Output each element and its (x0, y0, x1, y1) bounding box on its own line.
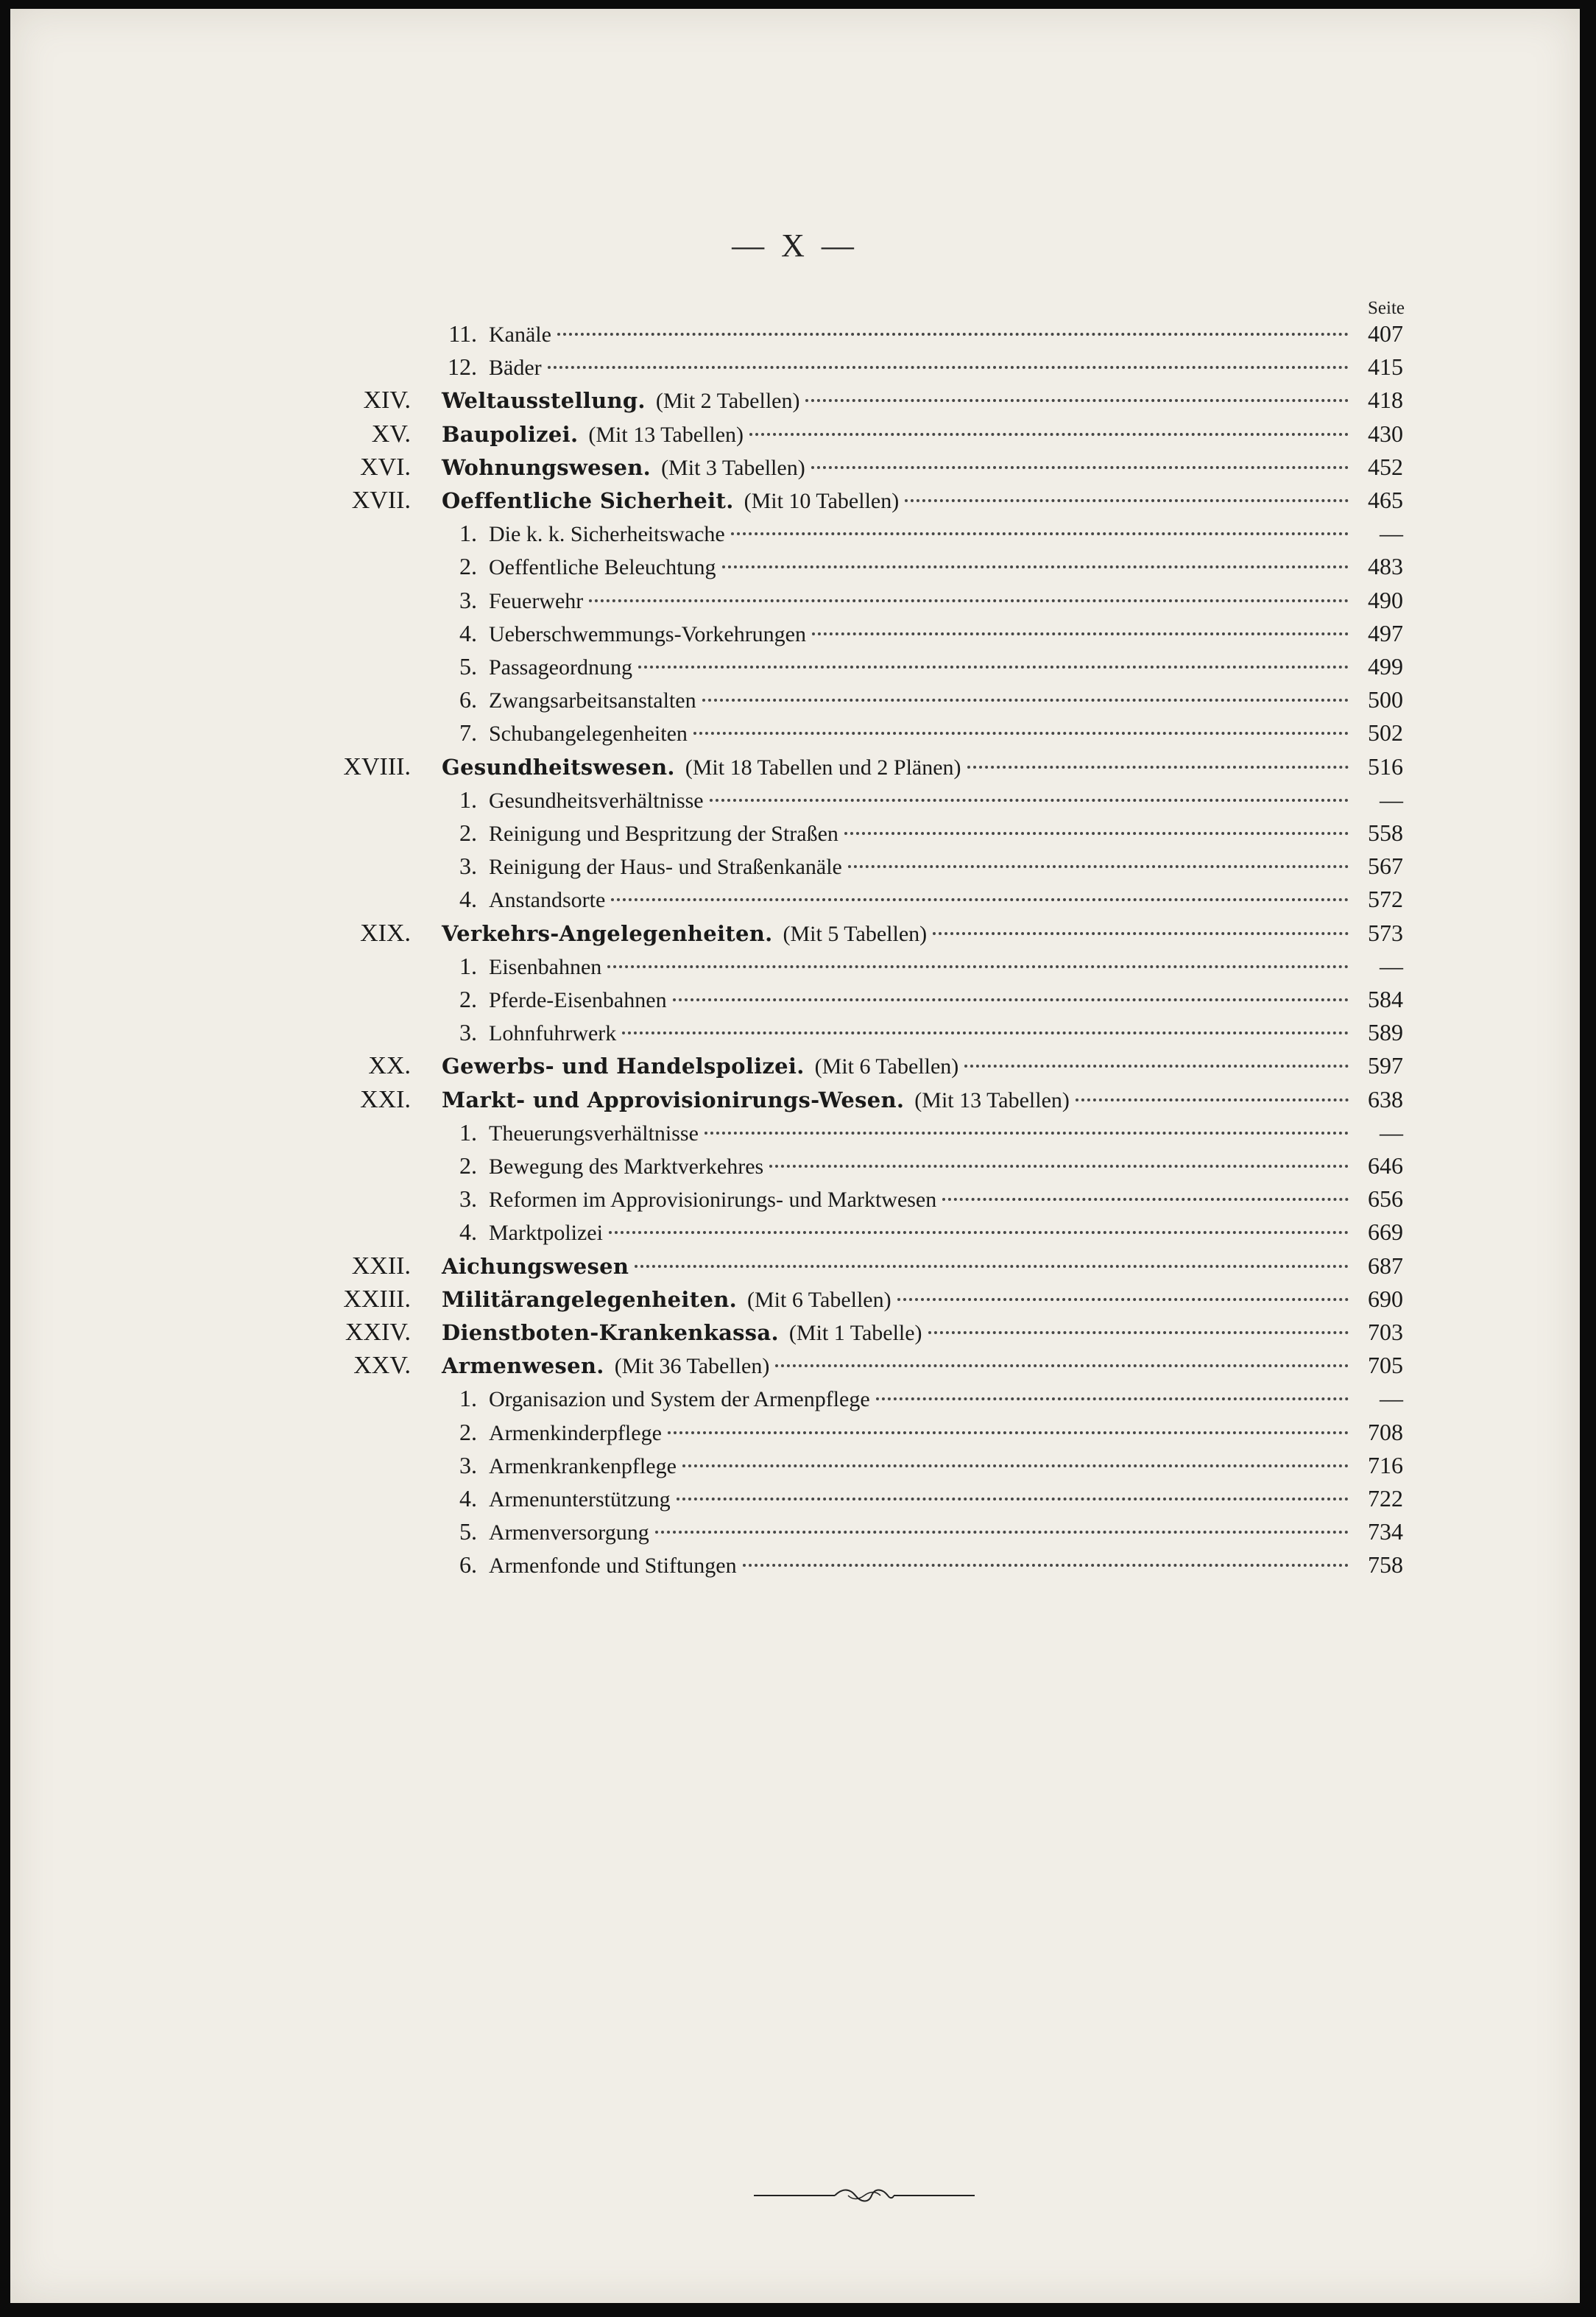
toc-entry-line (489, 1019, 1403, 1046)
toc-entry (10, 1152, 1580, 1185)
toc-entry-number: 3. (459, 853, 477, 880)
toc-entry-number: XVI. (360, 453, 411, 481)
dot-leader (811, 466, 1349, 469)
dot-leader (609, 1231, 1349, 1234)
toc-entry (10, 953, 1580, 986)
dot-leader (548, 366, 1349, 369)
dot-leader (933, 932, 1349, 935)
toc-entry-line (442, 1352, 1403, 1379)
toc-entry-title: Markt- und Approvisionirungs-Wesen. (442, 1087, 905, 1112)
toc-entry-page: 716 (1368, 1451, 1403, 1478)
dot-leader (557, 333, 1349, 336)
toc-entry (10, 1052, 1580, 1085)
toc-entry-line (489, 587, 1403, 614)
dot-leader (702, 699, 1349, 702)
toc-entry-number: 4. (459, 1219, 477, 1246)
toc-entry-number: 6. (459, 686, 477, 713)
toc-entry-title: Lohnfuhrwerk (489, 1021, 617, 1046)
toc-entry-page: 597 (1368, 1052, 1403, 1079)
dot-leader (749, 433, 1349, 436)
toc-entry-number: 2. (459, 1418, 477, 1445)
toc-entry-page: 705 (1368, 1352, 1403, 1379)
dot-leader (775, 1364, 1349, 1367)
toc-entry-number: 3. (459, 586, 477, 613)
toc-entry-line (489, 320, 1403, 348)
dot-leader (848, 865, 1349, 868)
toc-entry-number: 1. (459, 1118, 477, 1146)
toc-entry-note: (Mit 36 Tabellen) (614, 1354, 770, 1379)
toc-entry (10, 1119, 1580, 1152)
toc-entry (10, 1219, 1580, 1252)
toc-entry-number: 1. (459, 786, 477, 813)
toc-entry (10, 1286, 1580, 1319)
dot-leader (905, 499, 1349, 502)
toc-entry (10, 686, 1580, 719)
dot-leader (622, 1031, 1349, 1034)
toc-entry-title: Ueberschwemmungs-Vorkehrungen (489, 621, 807, 646)
toc-entry-number: 2. (459, 553, 477, 580)
toc-entry-title: Reinigung und Bespritzung der Straßen (489, 822, 838, 846)
toc-entry-title: Militärangelegenheiten. (442, 1286, 737, 1312)
toc-entry-number: 3. (459, 1185, 477, 1213)
toc-entry-line (489, 786, 1403, 814)
toc-entry-title: Oeffentliche Sicherheit. (442, 488, 734, 513)
toc-entry (10, 1419, 1580, 1452)
toc-entry-line (442, 1086, 1403, 1113)
toc-entry-title: Zwangsarbeitsanstalten (489, 688, 696, 713)
page-column-label: Seite (1368, 298, 1405, 318)
toc-entry-line (489, 686, 1403, 713)
toc-entry-title: Bewegung des Marktverkehres (489, 1154, 764, 1179)
toc-entry (10, 553, 1580, 586)
dot-leader (876, 1397, 1349, 1400)
toc-entry-line (489, 353, 1403, 381)
dot-leader (677, 1498, 1349, 1500)
toc-entry-title: Reinigung der Haus- und Straßenkanäle (489, 855, 842, 880)
toc-entry-title: Gesundheitsverhältnisse (489, 788, 704, 813)
toc-entry-line (442, 454, 1403, 481)
toc-entry-title: Armenunterstützung (489, 1487, 671, 1512)
toc-entry (10, 587, 1580, 620)
toc-entry-title: Pferde-Eisenbahnen (489, 988, 667, 1012)
toc-entry-number: 5. (459, 1518, 477, 1545)
toc-entry-number: XVII. (351, 487, 411, 514)
dot-leader (693, 732, 1349, 735)
toc-entry-page: 490 (1368, 586, 1403, 613)
toc-entry-number: 2. (459, 986, 477, 1012)
document-page (10, 9, 1580, 2303)
toc-entry-page: 656 (1368, 1185, 1403, 1213)
toc-entry-page: — (1380, 520, 1403, 547)
toc-entry-line (489, 986, 1403, 1013)
toc-entry (10, 853, 1580, 886)
toc-entry-page: 516 (1368, 752, 1403, 780)
toc-entry (10, 886, 1580, 919)
toc-entry-title: Oeffentliche Beleuchtung (489, 555, 716, 580)
toc-entry-line (489, 1485, 1403, 1512)
toc-entry-line (489, 1551, 1403, 1579)
dot-leader (769, 1165, 1349, 1168)
toc-entry-number: 2. (459, 819, 477, 846)
toc-entry-line (442, 1252, 1403, 1280)
page-number: — X — (732, 228, 858, 264)
toc-entry-page: 758 (1368, 1551, 1403, 1579)
toc-entry (10, 1319, 1580, 1352)
toc-entry-line (489, 819, 1403, 847)
toc-entry-title: Marktpolizei (489, 1221, 603, 1246)
toc-entry-line (489, 1419, 1403, 1446)
toc-entry-page: 708 (1368, 1418, 1403, 1445)
toc-entry-page: — (1380, 1385, 1403, 1412)
toc-entry-page: 589 (1368, 1019, 1403, 1046)
toc-entry (10, 487, 1580, 520)
toc-entry-page: 502 (1368, 719, 1403, 747)
dot-leader (635, 1265, 1349, 1268)
dot-leader (967, 766, 1349, 769)
toc-entry-line (489, 1518, 1403, 1545)
dot-leader (897, 1298, 1349, 1301)
toc-entry-page: 572 (1368, 886, 1403, 913)
toc-entry-page: 687 (1368, 1252, 1403, 1279)
toc-entry-number: 1. (459, 1385, 477, 1412)
toc-entry-line (442, 1286, 1403, 1313)
toc-entry-title: Passageordnung (489, 655, 632, 680)
dot-leader (668, 1431, 1349, 1434)
toc-entry-title: Armenversorgung (489, 1520, 649, 1545)
toc-entry-number: XV. (371, 420, 411, 448)
toc-entry-line (489, 853, 1403, 880)
toc-entry-note: (Mit 6 Tabellen) (746, 1287, 891, 1312)
dot-leader (844, 832, 1349, 835)
toc-entry-number: 1. (459, 520, 477, 547)
toc-entry-title: Verkehrs-Angelegenheiten. (442, 920, 773, 946)
toc-entry-line (489, 553, 1403, 580)
dot-leader (812, 632, 1349, 635)
toc-entry (10, 786, 1580, 819)
toc-entry-note: (Mit 10 Tabellen) (744, 489, 900, 513)
toc-entry-title: Aichungswesen (442, 1253, 629, 1279)
toc-entry-line (442, 387, 1403, 414)
toc-entry-line (489, 953, 1403, 980)
toc-entry-number: 12. (448, 353, 477, 381)
toc-entry (10, 1518, 1580, 1551)
toc-entry-number: 5. (459, 653, 477, 680)
dot-leader (942, 1198, 1349, 1201)
dot-leader (638, 666, 1349, 669)
toc-entry-number: 4. (459, 619, 477, 646)
toc-entry-title: Theuerungsverhältnisse (489, 1121, 699, 1146)
toc-entry-note: (Mit 6 Tabellen) (814, 1054, 959, 1079)
toc-entry (10, 1185, 1580, 1219)
toc-entry-title: Organisazion und System der Armenpflege (489, 1387, 870, 1412)
toc-entry-line (489, 1219, 1403, 1246)
toc-entry-note: (Mit 13 Tabellen) (914, 1087, 1070, 1112)
toc-entry-number: XIV. (363, 387, 411, 415)
toc-entry-title: Weltausstellung. (442, 388, 646, 414)
toc-entry-number: 2. (459, 1152, 477, 1179)
toc-entry-number: XVIII. (343, 752, 411, 780)
toc-entry-line (489, 1119, 1403, 1146)
dot-leader (1076, 1098, 1349, 1101)
toc-entry-number: XXV. (353, 1352, 411, 1380)
toc-entry (10, 920, 1580, 953)
toc-entry-title: Armenwesen. (442, 1353, 604, 1379)
toc-entry-page: 500 (1368, 686, 1403, 713)
toc-entry-title: Eisenbahnen (489, 954, 602, 979)
toc-entry-title: Kanäle (489, 322, 551, 347)
toc-entry (10, 819, 1580, 853)
dot-leader (705, 1132, 1349, 1135)
toc-entry-title: Reformen im Approvisionirungs- und Marktwesen (489, 1188, 937, 1213)
toc-entry-title: Armenfonde und Stiftungen (489, 1554, 737, 1579)
toc-entry-number: XXIV. (345, 1319, 411, 1346)
toc-entry-page: 418 (1368, 387, 1403, 414)
toc-entry-line (489, 620, 1403, 647)
ornament-divider-icon (754, 2187, 975, 2204)
toc-entry (10, 1385, 1580, 1418)
toc-entry-line (489, 1385, 1403, 1412)
toc-entry-page: 669 (1368, 1219, 1403, 1246)
dot-leader (805, 399, 1349, 402)
dot-leader (673, 998, 1349, 1001)
toc-entry-number: XIX. (360, 919, 411, 947)
toc-entry-note: (Mit 18 Tabellen und 2 Plänen) (685, 755, 961, 780)
toc-entry-page: 584 (1368, 986, 1403, 1012)
dot-leader (964, 1065, 1349, 1068)
toc-entry-page: 734 (1368, 1518, 1403, 1545)
toc-entry (10, 353, 1580, 387)
toc-entry (10, 1086, 1580, 1119)
toc-entry-page: 415 (1368, 353, 1403, 381)
toc-entry (10, 653, 1580, 686)
dot-leader (710, 799, 1349, 802)
toc-entry (10, 1252, 1580, 1286)
toc-entry-note: (Mit 1 Tabelle) (788, 1321, 922, 1345)
toc-entry-line (489, 886, 1403, 913)
toc-entry (10, 387, 1580, 420)
toc-entry-line (489, 719, 1403, 747)
toc-entry-page: 407 (1368, 320, 1403, 347)
toc-entry-title: Anstandsorte (489, 888, 606, 913)
toc-entry-page: 558 (1368, 819, 1403, 846)
toc-entry-title: Armenkinderpflege (489, 1420, 662, 1445)
toc-entry-number: 11. (448, 320, 477, 347)
toc-entry-title: Dienstboten-Krankenkassa. (442, 1320, 779, 1345)
toc-entry-note: (Mit 3 Tabellen) (661, 455, 805, 480)
toc-entry-page: 703 (1368, 1319, 1403, 1345)
toc-entry-page: 483 (1368, 553, 1403, 580)
toc-entry-page: 722 (1368, 1485, 1403, 1512)
toc-entry (10, 753, 1580, 786)
toc-entry-number: 3. (459, 1451, 477, 1478)
toc-entry (10, 520, 1580, 553)
toc-entry (10, 1551, 1580, 1584)
dot-leader (743, 1564, 1349, 1567)
toc-entry-page: 567 (1368, 853, 1403, 880)
toc-entry (10, 1452, 1580, 1485)
toc-entry-number: 4. (459, 1485, 477, 1512)
toc-entry-number: 1. (459, 952, 477, 979)
toc-entry-title: Baupolizei. (442, 421, 579, 447)
toc-entry-line (442, 753, 1403, 780)
toc-entry-number: 4. (459, 886, 477, 913)
toc-entry (10, 1019, 1580, 1052)
toc-entry-line (489, 653, 1403, 680)
dot-leader (928, 1331, 1349, 1334)
toc-entry (10, 320, 1580, 353)
toc-entry-page: 573 (1368, 919, 1403, 946)
toc-entry-page: 690 (1368, 1285, 1403, 1312)
toc-entry-title: Gesundheitswesen. (442, 754, 675, 780)
dot-leader (611, 898, 1349, 901)
toc-entry-title: Gewerbs- und Handelspolizei. (442, 1054, 805, 1079)
toc-entry-page: 497 (1368, 619, 1403, 646)
toc-entry-page: 499 (1368, 653, 1403, 680)
toc-entry (10, 420, 1580, 454)
toc-entry-page: 465 (1368, 487, 1403, 513)
dot-leader (722, 565, 1349, 568)
toc-entry-title: Feuerwehr (489, 588, 584, 613)
toc-entry-number: XXIII. (343, 1285, 411, 1313)
toc-entry-number: XXI. (360, 1085, 411, 1113)
toc-entry (10, 719, 1580, 752)
toc-entry-title: Schubangelegenheiten (489, 722, 688, 747)
toc-entry-number: 7. (459, 719, 477, 747)
toc-entry-title: Armenkrankenpflege (489, 1453, 677, 1478)
toc-entry-number: XXII. (351, 1252, 411, 1280)
dot-leader (655, 1531, 1349, 1534)
toc-entry-page: — (1380, 952, 1403, 979)
toc-entry-page: — (1380, 1118, 1403, 1146)
dot-leader (731, 532, 1349, 535)
toc-entry-line (489, 1185, 1403, 1213)
toc-entry-number: 6. (459, 1551, 477, 1579)
toc-entry-line (442, 420, 1403, 448)
dot-leader (607, 965, 1349, 968)
toc-entry-page: 452 (1368, 453, 1403, 480)
toc-entry (10, 620, 1580, 653)
toc-entry-title: Wohnungswesen. (442, 454, 652, 480)
toc-entry-line (489, 520, 1403, 547)
toc-entry-line (442, 1052, 1403, 1079)
toc-entry-page: 638 (1368, 1085, 1403, 1112)
toc-entry (10, 454, 1580, 487)
toc-entry-number: 3. (459, 1019, 477, 1046)
toc-entry-line (489, 1152, 1403, 1179)
toc-entry-title: Die k. k. Sicherheitswache (489, 522, 725, 547)
toc-entry-line (442, 487, 1403, 514)
toc-entry-note: (Mit 2 Tabellen) (655, 389, 800, 414)
toc-entry (10, 1352, 1580, 1385)
toc-entry-title: Bäder (489, 356, 542, 381)
toc-entry-number: XX. (368, 1052, 411, 1080)
dot-leader (589, 599, 1349, 602)
toc-entry-note: (Mit 13 Tabellen) (588, 422, 744, 447)
toc-entry-note: (Mit 5 Tabellen) (783, 921, 928, 946)
toc-entry-page: 430 (1368, 420, 1403, 447)
toc-entry (10, 986, 1580, 1019)
toc-entry-page: — (1380, 786, 1403, 813)
toc-entry-page: 646 (1368, 1152, 1403, 1179)
dot-leader (682, 1464, 1349, 1467)
toc-entry-line (442, 1319, 1403, 1346)
toc-entry-line (489, 1452, 1403, 1479)
toc-entry-line (442, 920, 1403, 947)
toc-entry (10, 1485, 1580, 1518)
